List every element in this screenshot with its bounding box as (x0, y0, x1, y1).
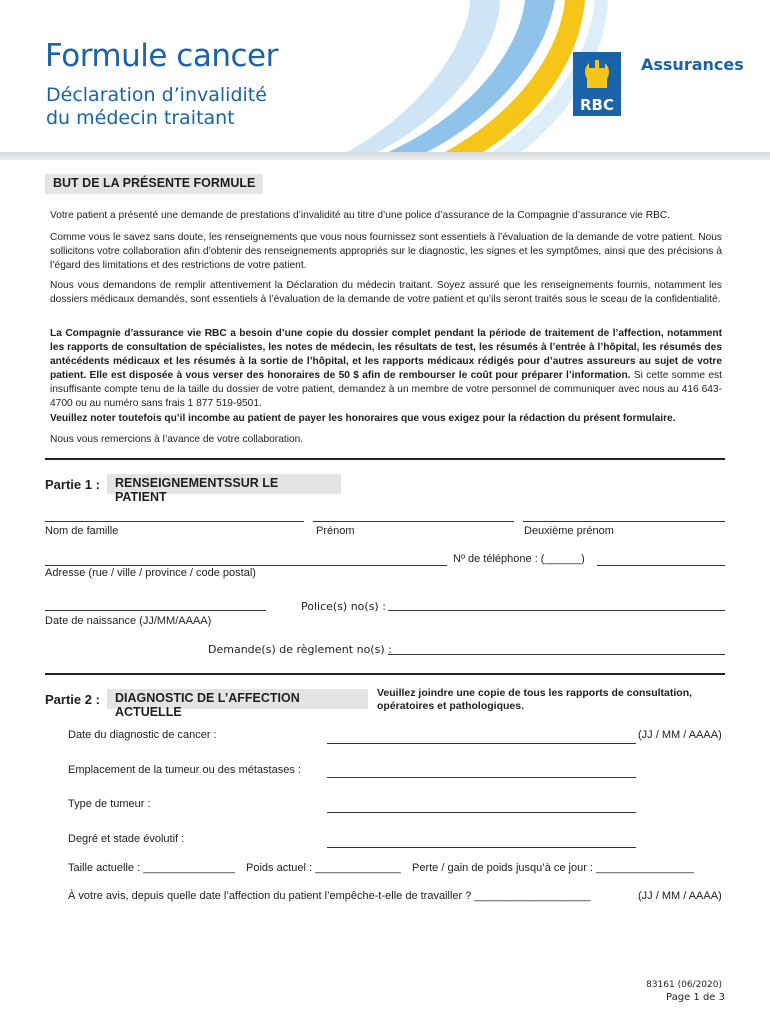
last-name-label: Nom de famille (45, 525, 119, 537)
part2-note: Veuillez joindre une copie de tous les rapports de consultation, opératoires et pathologiques. (377, 687, 693, 712)
first-name-field[interactable] (313, 521, 514, 522)
dob-label: Date de naissance (JJ/MM/AAAA) (45, 615, 212, 627)
part1-title: RENSEIGNEMENTSSUR LE PATIENT (107, 474, 341, 494)
logo-text: RBC (580, 96, 614, 114)
subtitle-line-1: Déclaration d’invalidité (46, 84, 267, 106)
page-number: Page 1 de 3 (666, 992, 725, 1003)
part1-divider (45, 673, 725, 675)
diagnosis-date-label: Date du diagnostic de cancer : (68, 729, 217, 741)
phone-field[interactable] (597, 565, 725, 566)
subtitle-line-2: du médecin traitant (46, 107, 235, 129)
purpose-paragraph-4 (50, 327, 722, 411)
stage-label: Degré et stade évolutif : (68, 833, 185, 845)
tumor-location-field[interactable] (327, 777, 636, 778)
header-divider (0, 152, 770, 160)
page-subtitle (46, 84, 267, 130)
diagnosis-date-field[interactable] (327, 743, 636, 744)
rbc-logo (573, 52, 621, 116)
unable-to-work-format: (JJ / MM / AAAA) (638, 890, 722, 902)
dob-field[interactable] (45, 610, 266, 611)
last-name-field[interactable] (45, 521, 304, 522)
weight-change-field[interactable]: Perte / gain de poids jusqu’à ce jour : ________________ (412, 862, 694, 874)
tumor-type-label: Type de tumeur : (68, 798, 151, 810)
policy-label: Police(s) no(s) : (301, 600, 386, 613)
claim-label: Demande(s) de règlement no(s) : (208, 643, 392, 656)
unable-to-work-field[interactable]: À votre avis, depuis quelle date l’affection du patient l’empêche-t-elle de travailler ? ___________________ (68, 890, 591, 902)
part1-label: Partie 1 : (45, 477, 100, 492)
purpose-paragraph-2: Comme vous le savez sans doute, les renseignements que vous nous fournissez sont essentiels à l’évaluation de la demande de votre patient. Nous sollicitons votre collaboration afin d’obtenir des renseignements appropriés sur le diagnostic, les signes et les symptômes, ainsi que des précisions à l’égard des limitations et des restrictions de votre patient. (50, 232, 722, 271)
diagnosis-date-format: (JJ / MM / AAAA) (638, 729, 722, 741)
purpose-paragraph-4-normal: Si cette somme est insuffisante compte tenu de la taille du dossier de votre patient, demandez à un membre de votre personnel de communiquer avec nous au 416 643-4700 ou au numéro sans frais 1 877 519-9501. (50, 370, 722, 409)
first-name-label: Prénom (316, 525, 355, 537)
section-divider (45, 458, 725, 460)
form-code: 83161 (06/2020) (646, 980, 722, 990)
purpose-paragraph-5: Veuillez noter toutefois qu’il incombe au patient de payer les honoraires que vous exigez pour la rédaction du présent formulaire. (50, 413, 676, 424)
address-field[interactable] (45, 565, 447, 566)
policy-field[interactable] (388, 610, 725, 611)
brand-name: Assurances (641, 55, 744, 74)
phone-label: Nº de téléphone : (______) (453, 553, 585, 565)
stage-field[interactable] (327, 847, 636, 848)
purpose-paragraph-4-bold: La Compagnie d’assurance vie RBC a besoin d’une copie du dossier complet pendant la période de traitement de l’affection, notamment les rapports de consultation de spécialistes, les notes de médecin, les résultats de test, les résumés à l’entrée à l’hôpital, les résumés des antécédents médicaux et les résumés à la sortie de l’hôpital, et les rapports médicaux rédigés pour d’autres assureurs au sujet de votre patient. Elle est disposée à vous verser des honoraires de 50 $ afin de rembourser le coût pour préparer l’information. (50, 328, 722, 381)
purpose-paragraph-1: Votre patient a présenté une demande de prestations d’invalidité au titre d’une police d’assurance de la Compagnie d’assurance vie RBC. (50, 210, 671, 221)
current-weight-field[interactable]: Poids actuel : ______________ (246, 862, 401, 874)
current-size-field[interactable]: Taille actuelle : _______________ (68, 862, 235, 874)
page-title: Formule cancer (45, 38, 278, 74)
tumor-location-label: Emplacement de la tumeur ou des métastases : (68, 764, 301, 776)
decorative-swoosh (0, 0, 770, 160)
address-label: Adresse (rue / ville / province / code postal) (45, 567, 256, 579)
part2-label: Partie 2 : (45, 692, 100, 707)
tumor-type-field[interactable] (327, 812, 636, 813)
purpose-paragraph-6: Nous vous remercions à l’avance de votre collaboration. (50, 434, 304, 445)
purpose-heading: BUT DE LA PRÉSENTE FORMULE (45, 174, 263, 194)
purpose-paragraph-3: Nous vous demandons de remplir attentivement la Déclaration du médecin traitant. Soyez assuré que les renseignements fournis, notamment les dossiers médicaux demandés, sont essentiels à l’évaluation de la demande de votre patient et qu’ils seront traités sous le sceau de la confidentialité. (50, 280, 722, 305)
middle-name-field[interactable] (523, 521, 725, 522)
middle-name-label: Deuxième prénom (524, 525, 614, 537)
claim-field[interactable] (388, 654, 725, 655)
part2-title: DIAGNOSTIC DE L’AFFECTION ACTUELLE (107, 689, 368, 709)
